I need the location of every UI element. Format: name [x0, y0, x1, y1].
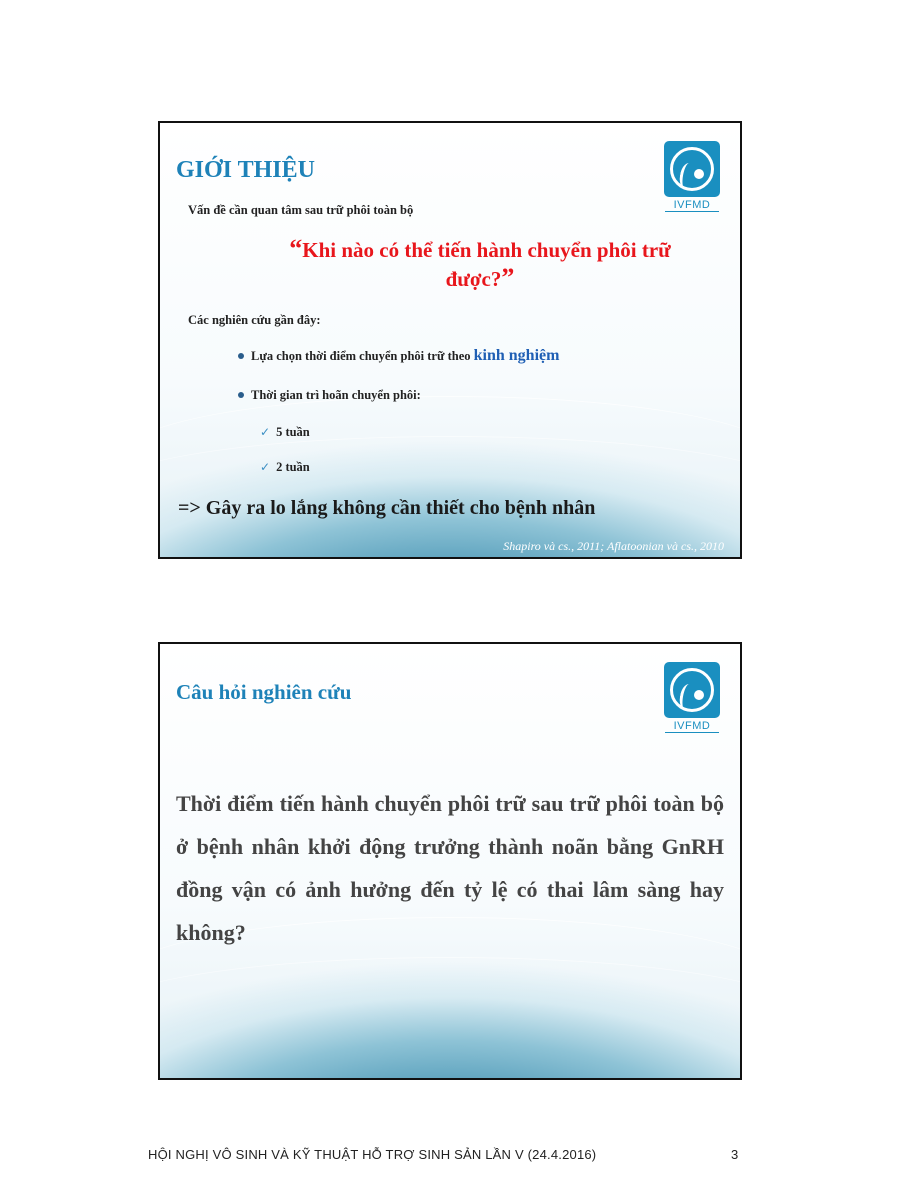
- open-quote-mark: “: [289, 234, 303, 263]
- citation-text: Shapiro và cs., 2011; Aflatoonian và cs., 2010: [503, 539, 724, 553]
- research-question-text: Thời điểm tiến hành chuyển phôi trữ sau trữ phôi toàn bộ ở bệnh nhân khởi động trưởng thành noãn bằng GnRH đồng vận có ảnh hưởng đến tỷ lệ có thai lâm sàng hay không?: [176, 791, 724, 945]
- conclusion-text: => Gây ra lo lắng không cần thiết cho bệnh nhân: [178, 497, 596, 519]
- close-quote-mark: ”: [501, 263, 515, 292]
- check-text: 5 tuần: [276, 425, 310, 439]
- page-number: 3: [731, 1147, 739, 1162]
- check-item: [260, 425, 310, 440]
- ivfmd-logo-icon: [664, 141, 720, 197]
- ivfmd-logo-icon: [664, 662, 720, 718]
- slide-introduction: [158, 121, 742, 559]
- studies-label: Các nghiên cứu gần đây:: [188, 313, 321, 327]
- bullet-item: [238, 347, 559, 365]
- slide-title: GIỚI THIỆU: [176, 157, 315, 183]
- ivfmd-logo-text: IVFMD: [665, 720, 719, 733]
- check-text: 2 tuần: [276, 460, 310, 474]
- highlight-text: kinh nghiệm: [473, 347, 560, 364]
- slide-title: Câu hỏi nghiên cứu: [176, 680, 352, 704]
- ivfmd-logo-text: IVFMD: [665, 199, 719, 212]
- slide-research-question: [158, 642, 742, 1080]
- check-item: [260, 460, 310, 475]
- slide-subtitle: Vấn đề cần quan tâm sau trữ phôi toàn bộ: [188, 203, 414, 217]
- bullet-dot-icon: [238, 353, 244, 359]
- bullet-item: [238, 388, 421, 403]
- key-question-quote: [260, 235, 700, 293]
- ivfmd-logo: [664, 662, 720, 734]
- ivfmd-logo: [664, 141, 720, 213]
- bullet-dot-icon: [238, 392, 244, 398]
- checkmark-icon: ✓: [260, 425, 271, 439]
- footer-conference: HỘI NGHỊ VÔ SINH VÀ KỸ THUẬT HỖ TRỢ SINH SẢN LẦN V (24.4.2016): [148, 1147, 597, 1162]
- quote-text: Khi nào có thể tiến hành chuyển phôi trữ được?: [302, 238, 671, 291]
- bullet-text: Lựa chọn thời điểm chuyển phôi trữ theo: [251, 349, 471, 363]
- checkmark-icon: ✓: [260, 460, 271, 474]
- bullet-text: Thời gian trì hoãn chuyển phôi:: [251, 388, 421, 402]
